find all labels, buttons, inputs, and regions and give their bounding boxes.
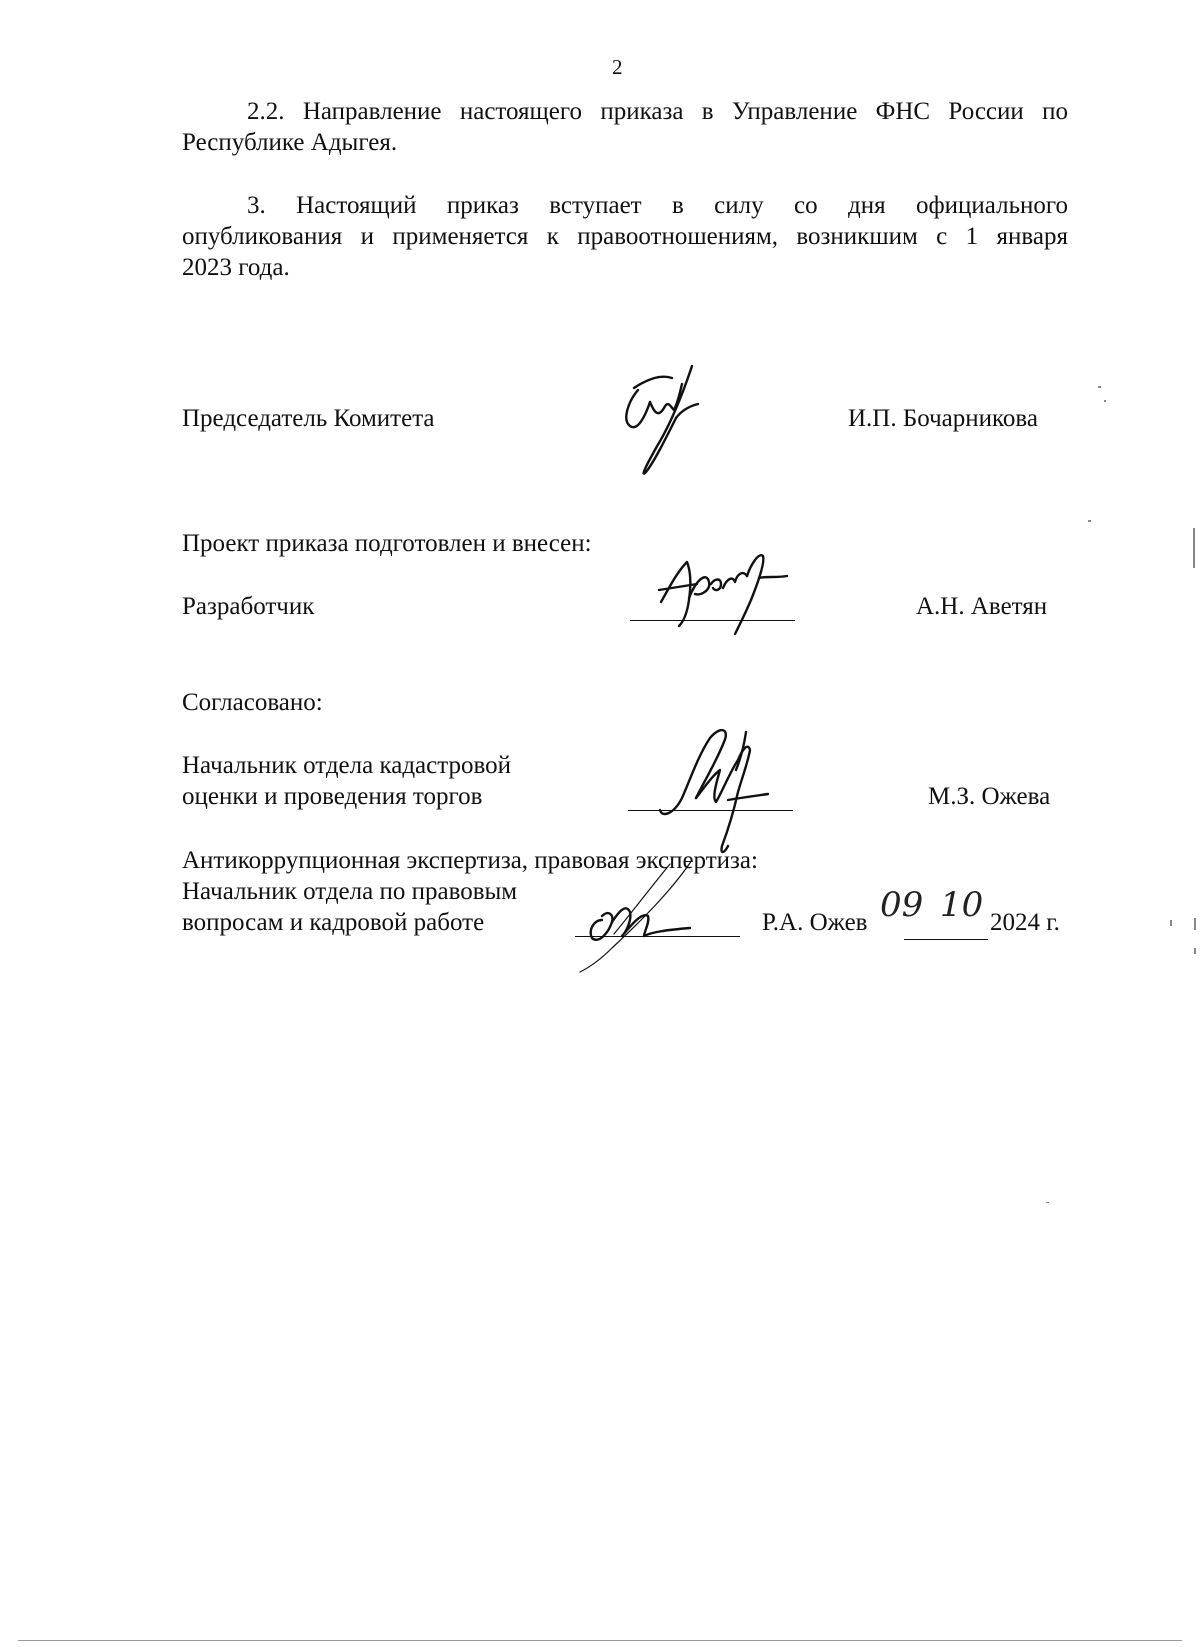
agreed-heading: Согласовано: <box>182 689 323 716</box>
date-underline <box>904 939 988 940</box>
bottom-edge-rule <box>18 1640 1182 1641</box>
paragraph-3 <box>182 190 1068 283</box>
scan-speck <box>1104 400 1106 402</box>
page-number: 2 <box>612 55 623 79</box>
developer-name: А.Н. Аветян <box>916 593 1048 620</box>
chairman-name: И.П. Бочарникова <box>848 405 1038 432</box>
scan-speck <box>1194 918 1196 930</box>
scan-speck <box>1046 1202 1049 1203</box>
scan-speck <box>1098 386 1101 388</box>
handwritten-date-month: 10 <box>940 885 984 925</box>
cadastral-signature <box>650 722 790 862</box>
paragraph-3-line-3: 2023 года. <box>182 254 290 281</box>
legal-position-line-2: вопросам и кадровой работе <box>182 909 485 936</box>
paragraph-3-line-2: опубликования и применяется к правоотношениям, возникшим с 1 января <box>182 223 1068 250</box>
prepared-heading: Проект приказа подготовлен и внесен: <box>182 530 592 557</box>
cadastral-name: М.З. Ожева <box>928 783 1051 810</box>
chairman-signature <box>620 362 720 482</box>
cadastral-position-line-2: оценки и проведения торгов <box>182 783 483 810</box>
developer-signature <box>655 548 795 638</box>
legal-date-year: 2024 г. <box>990 909 1060 936</box>
paragraph-2-2-line-2: Республике Адыгея. <box>182 129 398 156</box>
chairman-position: Председатель Комитета <box>182 405 435 432</box>
handwritten-date-day: 09 <box>880 885 924 925</box>
developer-position: Разработчик <box>182 593 315 620</box>
paragraph-2-2 <box>182 96 1068 158</box>
scan-speck <box>1194 948 1196 954</box>
legal-signature <box>572 860 722 980</box>
scan-speck <box>1088 520 1091 522</box>
expertise-heading: Антикоррупционная экспертиза, правовая экспертиза: <box>182 847 758 874</box>
scan-mark <box>1193 528 1195 568</box>
legal-name: Р.А. Ожев <box>762 909 868 936</box>
scan-speck <box>1170 920 1172 926</box>
paragraph-2-2-line-1: 2.2. Направление настоящего приказа в Управление ФНС России по <box>247 98 1068 125</box>
legal-position-line-1: Начальник отдела по правовым <box>182 878 518 905</box>
cadastral-position-line-1: Начальник отдела кадастровой <box>182 752 511 779</box>
paragraph-3-line-1: 3. Настоящий приказ вступает в силу со дня официального <box>247 192 1068 219</box>
